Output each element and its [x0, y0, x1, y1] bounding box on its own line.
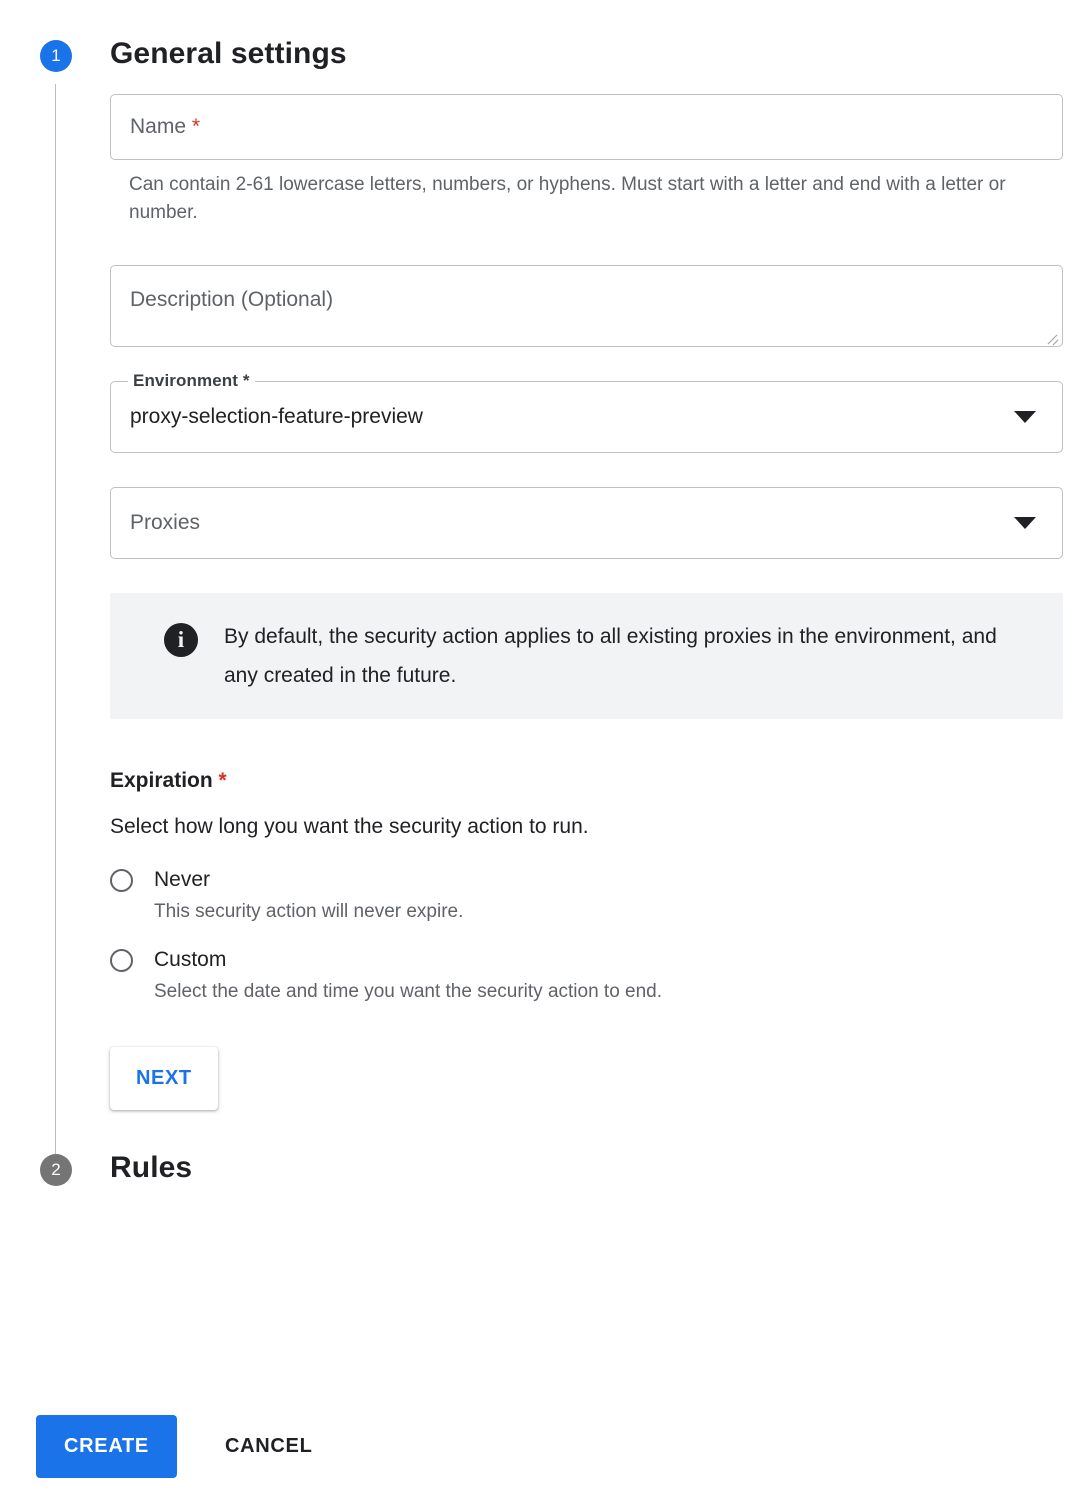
environment-select[interactable]	[110, 371, 1063, 453]
step-1-title: General settings	[110, 37, 347, 70]
step-2-title: Rules	[110, 1151, 193, 1184]
name-input-label: Name *	[130, 115, 201, 138]
footer-actions	[36, 1415, 336, 1478]
proxies-info-banner	[110, 593, 1063, 719]
name-helper-text: Can contain 2-61 lowercase letters, numbers, or hyphens. Must start with a letter and end with a letter or number.	[129, 174, 1006, 223]
expiration-subtitle: Select how long you want the security action to run.	[110, 815, 589, 838]
description-placeholder: Description (Optional)	[130, 288, 334, 311]
radio-label-never: Never	[154, 868, 211, 891]
environment-select-label: Environment *	[128, 371, 255, 391]
radio-circle-icon[interactable]	[110, 949, 133, 972]
step-1-badge: 1	[40, 40, 72, 72]
description-textarea[interactable]	[110, 265, 1063, 347]
step-general-settings	[40, 36, 1064, 1150]
radio-label-custom: Custom	[154, 948, 227, 971]
step-rules	[40, 1150, 1064, 1186]
expiration-required-marker: *	[218, 769, 227, 792]
name-input[interactable]	[110, 94, 1063, 160]
radio-option-custom[interactable]	[110, 947, 1064, 1003]
chevron-down-icon[interactable]	[1014, 517, 1036, 529]
proxies-select[interactable]	[110, 487, 1063, 559]
radio-option-never[interactable]	[110, 867, 1064, 923]
create-security-action-stepper	[40, 36, 1064, 1186]
info-icon: i	[164, 623, 198, 657]
radio-desc-never: This security action will never expire.	[154, 901, 464, 922]
create-button[interactable]: CREATE	[36, 1415, 177, 1478]
info-banner-text: By default, the security action applies to all existing proxies in the environment, and any created in the future.	[224, 625, 997, 687]
expiration-title: Expiration *	[110, 769, 227, 792]
step-2-badge: 2	[40, 1154, 72, 1186]
name-required-marker: *	[191, 115, 201, 138]
proxies-select-value: Proxies	[130, 511, 201, 534]
next-button[interactable]: NEXT	[110, 1047, 218, 1110]
radio-circle-icon[interactable]	[110, 869, 133, 892]
chevron-down-icon[interactable]	[1014, 411, 1036, 423]
cancel-button[interactable]: CANCEL	[201, 1415, 337, 1478]
step-connector-line	[55, 84, 56, 1156]
resize-handle-icon[interactable]	[1045, 330, 1059, 344]
step-1-body	[110, 72, 1064, 1150]
radio-desc-custom: Select the date and time you want the security action to end.	[154, 981, 663, 1002]
environment-select-value: proxy-selection-feature-preview	[130, 405, 423, 428]
